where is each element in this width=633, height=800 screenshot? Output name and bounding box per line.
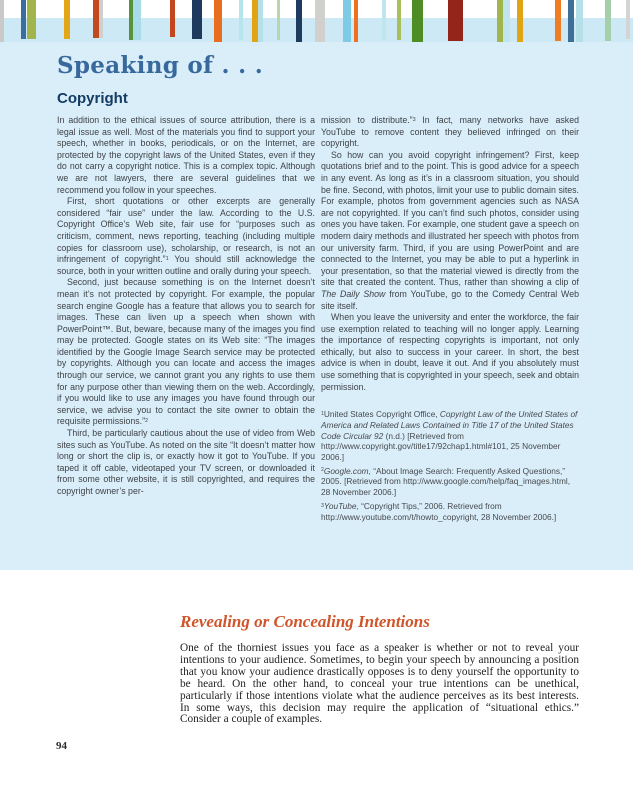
stripe — [503, 0, 510, 42]
stripe — [258, 0, 263, 42]
right-column — [321, 115, 579, 525]
section-revealing-or-concealing — [180, 612, 579, 726]
text-segment: When you leave the university and enter the workforce, the fair use exemption related to teaching will no longer apply. Learning the importance of respecting copyrights is important, not only ethically, but also to success in your career. In short, the best advice is when in doubt, leave it out. And if you absolutely must use something that is copyrighted in your speech, seek and obtain permission. — [321, 312, 579, 392]
paragraph — [321, 501, 579, 522]
footnotes — [321, 409, 579, 522]
stripe — [382, 0, 386, 40]
paragraph — [57, 277, 315, 428]
section-paragraph: One of the thorniest issues you face as a speaker is whether or not to reveal your intentions to your audience. Sometimes, to begin your speech by announcing a position that you know your audience drastically opposes is to deny yourself the opportunity to be heard. On the other hand, to conceal your true intentions can be unethical, particularly if those intentions violate what the audience perceives as its best interests. In some ways, this decision may require the application of “situational ethics.” Consider a couple of examples. — [180, 642, 579, 726]
text-segment: In addition to the ethical issues of source attribution, there is a legal issue as well. Most of the materials you find to support your speech, whether in books, periodicals, or on the Internet, are protected by the copyright laws of the United States, even if they do not carry a copyright notice. This is a complex topic. Although we are not lawyers, there are several guidelines that we recommend you follow in your speeches. — [57, 115, 315, 195]
text-segment: In fact, many networks have asked YouTube to remove content they believed infringed on their copyright. — [321, 115, 579, 149]
footnote-ref: 3 — [412, 116, 416, 123]
text-segment: mission to distribute.” — [321, 115, 413, 125]
stripe — [0, 0, 4, 42]
footnote-ref: 1 — [321, 410, 324, 417]
stripe — [214, 0, 222, 42]
text-segment: Second, just because something is on the Internet doesn’t mean it’s not protected by copyright. For example, the popular search engine Google has a feature that allows you to search for images. These can liven up a speech when shown with PowerPoint™. But, beware, because many of the images you find may be protected. Google states on its Web site: “The images identified by the Google Image Search service may be protected by copyrights. Although you can locate and access the images through our service, we cannot grant you any rights to use them for any purpose other than viewing them on the web. Accordingly, if you would like to use any images you have found through our service, we advise you to contact the site owner to obtain the requisite permissions.” — [57, 277, 315, 427]
speaking-of-panel — [0, 42, 633, 570]
stripe — [277, 0, 280, 40]
paragraph — [57, 196, 315, 277]
stripe — [133, 0, 141, 40]
paragraph — [57, 428, 315, 498]
text-segment: The Daily Show — [321, 288, 386, 299]
stripe — [170, 0, 175, 37]
text-segment: United States Copyright Office, — [323, 409, 440, 420]
text-segment: You should still acknowledge the source, both in your written outline and orally during your speech. — [57, 254, 315, 276]
footnote-ref: 1 — [165, 255, 169, 262]
two-column-text — [57, 115, 579, 525]
footnote-ref: 2 — [321, 467, 324, 474]
stripe — [555, 0, 561, 41]
text-segment: Google.com, — [323, 465, 371, 476]
stripe — [605, 0, 611, 41]
section-heading: Revealing or Concealing Intentions — [180, 612, 430, 631]
footnote-ref: 3 — [321, 502, 324, 509]
right-column-text — [321, 115, 579, 393]
left-column — [57, 115, 315, 525]
stripe — [239, 0, 243, 40]
stripe — [343, 0, 351, 42]
text-segment: So how can you avoid copyright infringement? First, keep quotations brief and to the point. This is good advice for a speech in any event. As long as it’s in a classroom situation, you should be fine. Second, with photos, limit your use to public domain sites. For example, photos from government agencies such as NASA are not copyrighted. If you can’t find such photos, consider using ones you have taken. For example, one student gave a speech on modern dairy methods and illustrated her speech with photos from our university farm. Third, if you are using PowerPoint and are connected to the Internet, you may be able to put a hyperlink in your presentation, so that the material viewed is directly from the site that created the content. Thus, rather than showing a clip of — [321, 149, 579, 288]
stripe — [517, 0, 523, 42]
stripe — [354, 0, 358, 42]
stripe — [568, 0, 574, 42]
text-segment: First, short quotations or other excerpts are generally considered “fair use” under the law. According to the U.S. Copyright Office’s Web site, fair use for “purposes such as criticism, comment, news reporting, teaching (including multiple copies for classroom use), scholarship, or research, is not an infringement of copyright.” — [57, 196, 315, 265]
text-segment: YouTube, — [323, 500, 359, 511]
stripe — [412, 0, 423, 42]
stripe — [626, 0, 630, 39]
text-segment: (n.d.) [Retrieved from http://www.copyright.gov/title17/92chap1.html#101, 25 November 2006.] — [321, 430, 561, 463]
stripe — [448, 0, 463, 41]
paragraph — [321, 466, 579, 498]
stripe — [21, 0, 26, 39]
box-subtitle: Copyright — [57, 90, 128, 107]
paragraph — [57, 115, 315, 196]
box-title: Speaking of . . . — [57, 52, 264, 79]
stripe — [296, 0, 302, 42]
footnote-ref: 2 — [145, 417, 149, 424]
paragraph — [321, 115, 579, 150]
stripe — [397, 0, 401, 40]
text-segment: Copyright Law of the United States of America and Related Laws Contained in Title 17 of the United States Code Circular 92 — [321, 409, 578, 441]
text-segment: “Copyright Tips,” 2006. Retrieved from http://www.youtube.com/t/howto_copyright, 28 November 2006.] — [321, 500, 557, 522]
stripe — [99, 0, 103, 38]
stripe — [64, 0, 70, 39]
page-number: 94 — [56, 740, 67, 752]
text-segment: “About Image Search: Frequently Asked Questions,” 2005. [Retrieved from http://www.google.com/help/faq_images.html, 28 November 2006.] — [321, 465, 571, 498]
stripe — [192, 0, 202, 39]
text-segment: from YouTube, go to the Comedy Central Web site itself. — [321, 288, 579, 311]
text-segment: Third, be particularly cautious about the use of video from Web sites such as YouTube. As noted on the site “It doesn’t matter how long or short the clip is, or exactly how it got to YouTube. If you taped it off cable, videotaped your TV screen, or downloaded it from some other website, it is still copyrighted, and requires the copyright owner’s per- — [57, 428, 315, 496]
paragraph — [321, 150, 579, 312]
stripe — [576, 0, 583, 42]
stripe — [27, 0, 36, 39]
paragraph — [321, 409, 579, 463]
decorative-stripes — [0, 0, 633, 45]
stripe — [315, 0, 325, 42]
paragraph — [321, 312, 579, 393]
